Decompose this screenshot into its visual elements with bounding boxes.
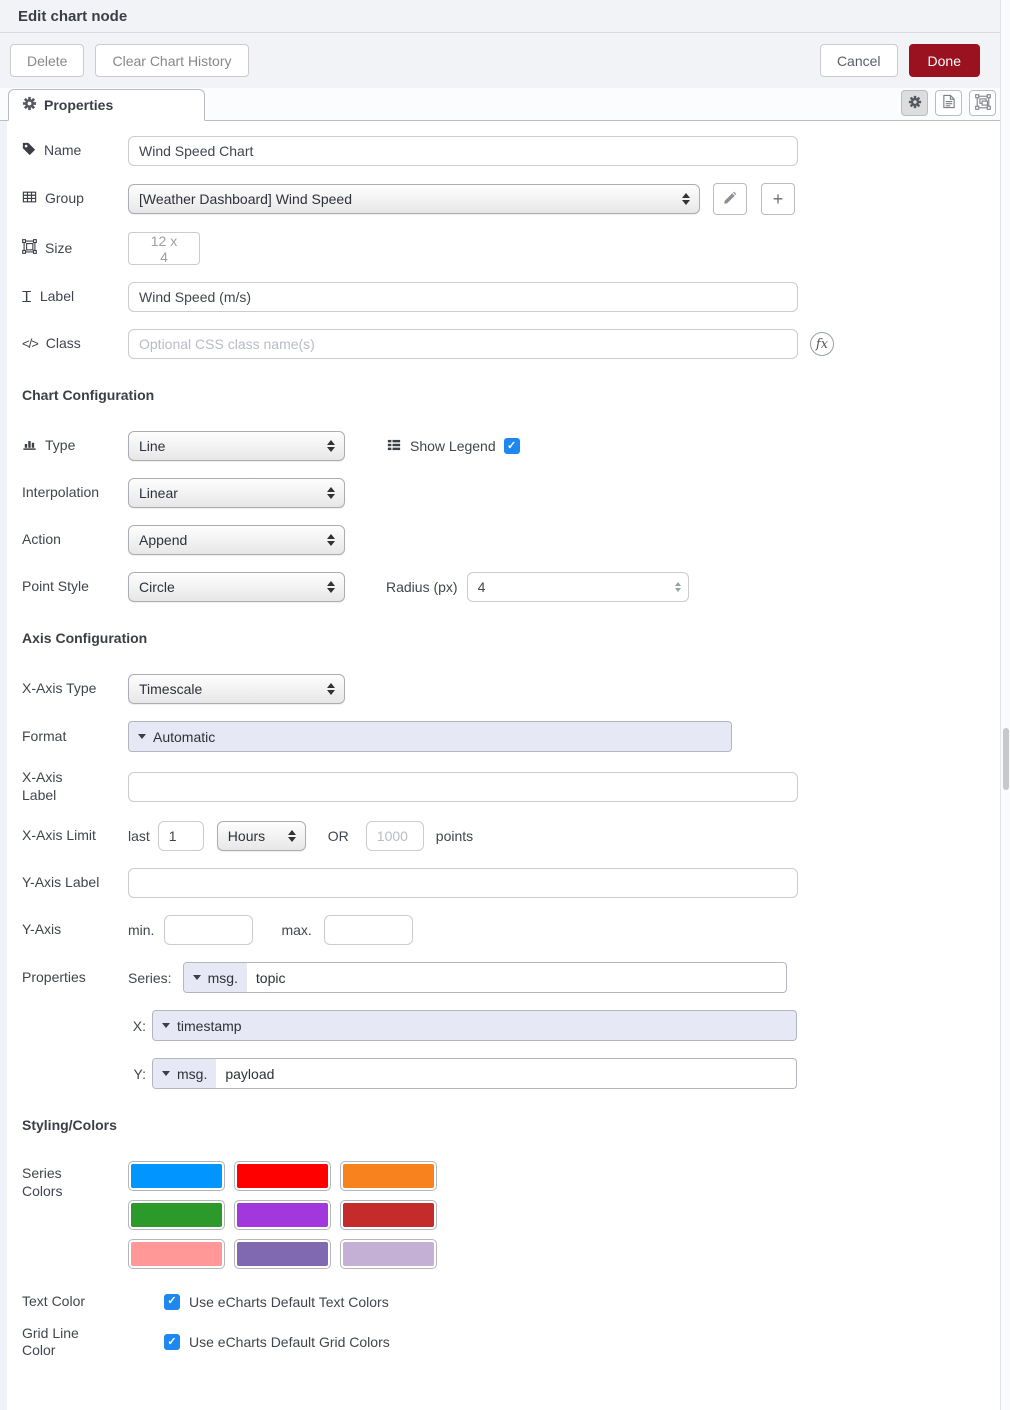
x-typed-input[interactable] xyxy=(152,1010,797,1041)
series-type-button[interactable] xyxy=(184,963,247,992)
series-colors-label: Series Colors xyxy=(22,1165,63,1199)
format-label: Format xyxy=(22,727,67,744)
series-color-swatch[interactable] xyxy=(340,1161,437,1191)
x-property-label: X: xyxy=(132,1017,146,1034)
name-label: Name xyxy=(44,142,82,159)
action-label: Action xyxy=(22,531,61,548)
x-limit-duration-input[interactable] xyxy=(158,821,204,851)
x-axis-type-label: X-Axis Type xyxy=(22,680,97,697)
group-row xyxy=(22,183,1010,215)
tab-action-icons xyxy=(901,90,996,116)
name-row xyxy=(22,136,1010,166)
select-arrows-icon xyxy=(327,581,335,593)
x-limit-unit-select[interactable] xyxy=(217,821,306,851)
left-edge-strip xyxy=(0,121,7,1410)
label-input[interactable] xyxy=(128,282,798,312)
x-axis-limit-row xyxy=(22,821,1010,851)
type-label: Type xyxy=(45,437,76,454)
group-label: Group xyxy=(45,190,84,207)
series-label: Series: xyxy=(128,969,172,986)
code-icon: </> xyxy=(22,335,38,351)
dialog-toolbar xyxy=(0,33,1010,88)
series-colors-row xyxy=(22,1161,1010,1269)
y-min-label: min. xyxy=(128,922,155,938)
series-color-swatch[interactable] xyxy=(128,1200,225,1230)
series-property-row xyxy=(22,962,1010,993)
y-min-input[interactable] xyxy=(164,915,253,945)
vertical-scrollbar[interactable] xyxy=(1000,0,1010,1410)
clear-chart-history-button[interactable]: Clear Chart History xyxy=(95,44,248,77)
x-property-row xyxy=(22,1010,1010,1041)
tab-properties-label: Properties xyxy=(44,97,114,113)
y-property-row xyxy=(22,1058,1010,1089)
y-type-label: msg. xyxy=(177,1065,208,1082)
interpolation-select-value: Linear xyxy=(139,485,178,501)
cancel-button[interactable]: Cancel xyxy=(820,44,898,77)
format-row xyxy=(22,721,1010,752)
x-property-value: timestamp xyxy=(177,1017,242,1034)
series-color-swatch[interactable] xyxy=(340,1239,437,1269)
fx-icon: fx xyxy=(810,332,834,356)
text-color-label: Text Color xyxy=(22,1293,86,1309)
type-row xyxy=(22,431,1010,461)
x-limit-points-input[interactable] xyxy=(366,821,424,851)
grid-line-color-label: Grid Line Color xyxy=(22,1324,79,1358)
i-cursor-icon: Ꮖ xyxy=(22,287,32,306)
x-axis-label-label: X-Axis Label xyxy=(22,769,63,803)
y-max-input[interactable] xyxy=(324,915,413,945)
size-label: Size xyxy=(45,239,73,256)
gear-icon xyxy=(908,95,922,112)
series-value: topic xyxy=(255,969,286,986)
grid-line-color-checkbox-label: Use eCharts Default Grid Colors xyxy=(189,1334,390,1350)
properties-label: Properties xyxy=(22,968,86,985)
gear-icon xyxy=(22,96,37,114)
y-max-label: max. xyxy=(281,922,312,938)
type-select-value: Line xyxy=(139,438,166,454)
styling-colors-heading: Styling/Colors xyxy=(22,1117,117,1133)
format-value: Automatic xyxy=(153,728,216,745)
y-axis-label: Y-Axis xyxy=(22,921,62,938)
x-axis-type-select-value: Timescale xyxy=(139,681,203,697)
x-axis-type-select[interactable] xyxy=(128,674,345,704)
pencil-icon xyxy=(723,191,737,208)
table-icon xyxy=(22,190,37,209)
point-style-label: Point Style xyxy=(22,578,89,595)
interpolation-label: Interpolation xyxy=(22,484,100,501)
group-select-value: [Weather Dashboard] Wind Speed xyxy=(139,191,352,207)
node-properties-button[interactable] xyxy=(901,90,928,116)
interpolation-row xyxy=(22,478,1010,508)
x-axis-label-row xyxy=(22,769,1010,804)
series-color-swatch[interactable] xyxy=(128,1161,225,1191)
text-color-checkbox[interactable] xyxy=(164,1294,180,1310)
format-typed-button[interactable] xyxy=(129,722,224,751)
select-arrows-icon xyxy=(327,440,335,452)
series-color-grid xyxy=(128,1161,458,1269)
grid-line-color-checkbox[interactable] xyxy=(164,1334,180,1350)
point-style-select[interactable] xyxy=(128,572,345,602)
chart-configuration-heading: Chart Configuration xyxy=(22,387,155,403)
dialog-title: Edit chart node xyxy=(18,7,128,25)
y-axis-label-label: Y-Axis Label xyxy=(22,874,100,891)
plus-icon: + xyxy=(772,188,784,209)
group-select[interactable] xyxy=(128,184,700,214)
series-color-swatch[interactable] xyxy=(234,1200,331,1230)
name-input[interactable] xyxy=(128,136,798,166)
node-description-button[interactable] xyxy=(935,90,962,116)
select-arrows-icon xyxy=(327,534,335,546)
chevron-down-icon xyxy=(162,1023,170,1028)
document-icon xyxy=(942,94,956,112)
tab-properties[interactable] xyxy=(8,89,205,121)
series-type-label: msg. xyxy=(207,969,238,986)
interpolation-select[interactable] xyxy=(128,478,345,508)
action-select[interactable] xyxy=(128,525,345,555)
x-type-button[interactable] xyxy=(153,1011,251,1040)
series-color-swatch[interactable] xyxy=(128,1239,225,1269)
size-button[interactable]: 12 x 4 xyxy=(128,232,200,265)
tag-icon xyxy=(22,142,36,161)
chevron-down-icon xyxy=(162,1071,170,1076)
y-property-value: payload xyxy=(225,1065,275,1082)
y-typed-input[interactable] xyxy=(152,1058,797,1089)
select-arrows-icon xyxy=(327,683,335,695)
points-label: points xyxy=(435,828,474,844)
chevron-down-icon xyxy=(138,734,146,739)
dialog-titlebar xyxy=(0,0,1010,33)
edit-group-button[interactable] xyxy=(713,183,747,215)
object-group-icon xyxy=(22,239,37,259)
radius-label: Radius (px) xyxy=(386,579,458,595)
type-select[interactable] xyxy=(128,431,345,461)
class-input[interactable] xyxy=(128,329,798,359)
add-group-button[interactable] xyxy=(761,183,795,215)
select-arrows-icon xyxy=(682,193,690,205)
x-axis-label-input[interactable] xyxy=(128,772,798,802)
action-select-value: Append xyxy=(139,532,188,548)
node-appearance-button[interactable] xyxy=(969,90,996,116)
x-limit-unit-value: Hours xyxy=(227,828,266,844)
select-arrows-icon xyxy=(327,487,335,499)
done-button[interactable]: Done xyxy=(909,44,980,77)
delete-button[interactable]: Delete xyxy=(10,44,84,77)
size-row xyxy=(22,232,1010,265)
text-color-row xyxy=(22,1293,1010,1311)
point-style-row xyxy=(22,572,1010,602)
action-row xyxy=(22,525,1010,555)
text-color-checkbox-label: Use eCharts Default Text Colors xyxy=(189,1293,389,1310)
scrollbar-thumb[interactable] xyxy=(1003,728,1009,790)
series-typed-input[interactable] xyxy=(183,962,787,993)
dialog-body xyxy=(0,121,1010,1360)
object-group-icon xyxy=(975,94,991,113)
y-axis-minmax-row xyxy=(22,915,1010,945)
tab-bar xyxy=(0,88,1010,121)
y-axis-label-row xyxy=(22,868,1010,898)
grid-line-color-row xyxy=(22,1325,1010,1360)
axis-configuration-heading: Axis Configuration xyxy=(22,630,148,646)
spinner-arrows-icon[interactable] xyxy=(675,582,681,592)
select-arrows-icon xyxy=(288,830,296,842)
radius-input[interactable] xyxy=(467,572,689,602)
class-label: Class xyxy=(45,335,81,352)
y-axis-label-input[interactable] xyxy=(128,868,798,898)
show-legend-checkbox[interactable] xyxy=(504,438,520,454)
series-color-swatch[interactable] xyxy=(234,1239,331,1269)
format-typed-input[interactable] xyxy=(128,721,732,752)
bar-chart-icon xyxy=(22,437,37,456)
y-property-label: Y: xyxy=(133,1065,146,1082)
point-style-select-value: Circle xyxy=(139,579,175,595)
x-axis-type-row xyxy=(22,674,1010,704)
y-type-button[interactable] xyxy=(153,1059,216,1088)
chevron-down-icon xyxy=(193,975,201,980)
series-color-swatch[interactable] xyxy=(234,1161,331,1191)
class-row xyxy=(22,329,1010,359)
series-color-swatch[interactable] xyxy=(340,1200,437,1230)
show-legend-label: Show Legend xyxy=(410,438,496,454)
or-label: OR xyxy=(327,828,349,844)
legend-list-icon xyxy=(386,438,402,455)
radius-stepper xyxy=(467,572,689,602)
x-axis-limit-label: X-Axis Limit xyxy=(22,827,96,844)
show-legend-group xyxy=(386,438,520,455)
label-row xyxy=(22,282,1010,312)
last-label: last xyxy=(128,828,150,844)
label-label: Label xyxy=(39,288,75,305)
